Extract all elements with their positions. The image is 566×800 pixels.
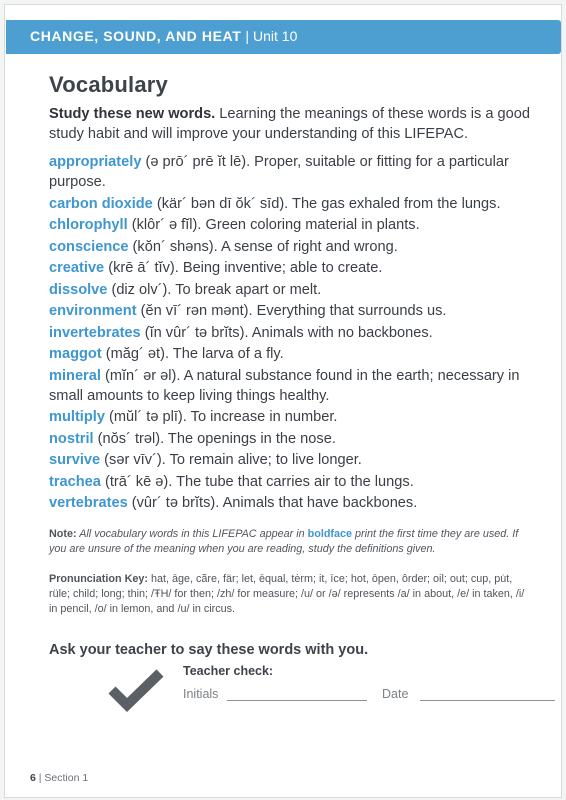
initials-field[interactable]	[227, 700, 367, 701]
vocabulary-word: dissolve	[49, 281, 108, 298]
note-label: Note:	[49, 528, 77, 540]
vocabulary-word: conscience	[49, 238, 129, 255]
vocabulary-intro	[49, 104, 535, 144]
vocabulary-definition: (kŏn´ shəns). A sense of right and wrong.	[128, 238, 398, 255]
vocabulary-word: vertebrates	[49, 495, 128, 511]
vocabulary-definition: (ĭn vûr´ tə brĭts). Animals with no backbones.	[140, 324, 433, 341]
vocabulary-word: environment	[49, 303, 137, 319]
vocabulary-word: survive	[49, 452, 101, 468]
vocabulary-entry	[49, 450, 535, 470]
vocabulary-word: maggot	[49, 346, 102, 362]
vocabulary-entry	[49, 407, 535, 427]
vocabulary-word: nostril	[49, 430, 94, 447]
vocabulary-entry	[49, 472, 535, 492]
vocabulary-word: creative	[49, 260, 105, 276]
vocabulary-definition: (klôr´ ə fĭl). Green coloring material in plants.	[127, 217, 420, 233]
vocabulary-word: multiply	[49, 409, 105, 425]
series-title: CHANGE, SOUND, AND HEAT	[30, 28, 242, 44]
unit-header-title	[30, 28, 297, 44]
note-text-end: print the first time they are used. If you are unsure of the meaning when you are reading, study the definitions given.	[49, 528, 519, 555]
vocabulary-word: appropriately	[49, 154, 142, 170]
vocabulary-definition: (mŭl´ tə plī). To increase in number.	[104, 409, 338, 425]
pronunciation-key	[49, 572, 535, 617]
header-separator: |	[245, 28, 249, 44]
page-footer	[30, 772, 88, 784]
vocabulary-entry	[49, 258, 535, 278]
pronunciation-key-text: hat, āge, cãre, fär; let, ēqual, tėrm; it, īce; hot, ōpen, ôrder; oil; out; cup, pu̇t, rüle; child; long; thin; /ŦH/ for then; /zh/ for measure; /u/ or /ə/ represents /a/ in about, /e/ in taken, /i/ in pencil, /o/ in lemon, and /u/ in circus.	[49, 573, 525, 615]
note-boldface-word: boldface	[307, 528, 353, 540]
note-text: All vocabulary words in this LIFEPAC appear in	[76, 528, 308, 540]
vocabulary-definition: (sər vīv´). To remain alive; to live longer.	[100, 452, 362, 468]
vocabulary-entry	[49, 344, 535, 364]
vocabulary-entry	[49, 493, 535, 513]
footer-separator: |	[38, 772, 42, 784]
vocabulary-entry	[49, 152, 535, 192]
vocabulary-entry	[49, 237, 535, 257]
vocabulary-entry	[49, 301, 535, 321]
section-label: Section 1	[44, 772, 89, 784]
vocabulary-section	[49, 72, 535, 658]
vocabulary-word: mineral	[49, 367, 101, 384]
vocabulary-entry	[49, 429, 535, 449]
unit-header-band	[6, 20, 561, 54]
date-field[interactable]	[420, 700, 555, 701]
unit-label: Unit 10	[253, 28, 298, 44]
boldface-note	[49, 527, 535, 557]
vocabulary-definition: (trā´ kē ə). The tube that carries air to the lungs.	[100, 473, 414, 490]
vocabulary-entry	[49, 323, 535, 343]
intro-text: Learning the meanings of these words is a good study habit and will improve your understanding of this LIFEPAC.	[49, 106, 531, 142]
vocabulary-entry	[49, 194, 535, 214]
vocabulary-entry	[49, 366, 535, 406]
vocabulary-definition: (mĭn´ ər əl). A natural substance found in the earth; necessary in small amounts to keep living things healthy.	[49, 367, 520, 404]
vocabulary-word: trachea	[49, 473, 101, 490]
intro-lead: Study these new words.	[49, 106, 216, 122]
vocabulary-word: invertebrates	[49, 324, 141, 341]
ask-teacher-instruction: Ask your teacher to say these words with you.	[49, 642, 369, 658]
vocabulary-list	[49, 152, 535, 513]
teacher-check-label: Teacher check:	[183, 664, 274, 678]
vocabulary-definition: (nŏs´ trəl). The openings in the nose.	[93, 430, 336, 447]
page-number: 6	[30, 772, 36, 784]
vocabulary-definition: (krē ā´ tĭv). Being inventive; able to create.	[104, 260, 383, 276]
pronunciation-key-label: Pronunciation Key:	[49, 573, 148, 585]
vocabulary-entry	[49, 280, 535, 300]
vocabulary-word: carbon dioxide	[49, 195, 153, 212]
vocabulary-definition: (vûr´ tə brĭts). Animals that have backbones.	[127, 495, 418, 511]
vocabulary-entry	[49, 215, 535, 235]
vocabulary-word: chlorophyll	[49, 217, 128, 233]
vocabulary-definition: (măg´ ət). The larva of a fly.	[101, 346, 284, 362]
date-label: Date	[382, 687, 409, 701]
vocabulary-definition: (ə prō´ prē ĭt lē). Proper, suitable or fitting for a particular purpose.	[49, 154, 509, 190]
vocabulary-definition: (kär´ bən dī ŏk´ sīd). The gas exhaled from the lungs.	[152, 195, 501, 212]
checkmark-icon	[108, 668, 164, 712]
vocabulary-definition: (diz olv´). To break apart or melt.	[107, 281, 322, 298]
vocabulary-definition: (ĕn vī´ rən mənt). Everything that surrounds us.	[136, 303, 447, 319]
vocabulary-heading: Vocabulary	[49, 72, 168, 97]
initials-label: Initials	[183, 687, 219, 701]
